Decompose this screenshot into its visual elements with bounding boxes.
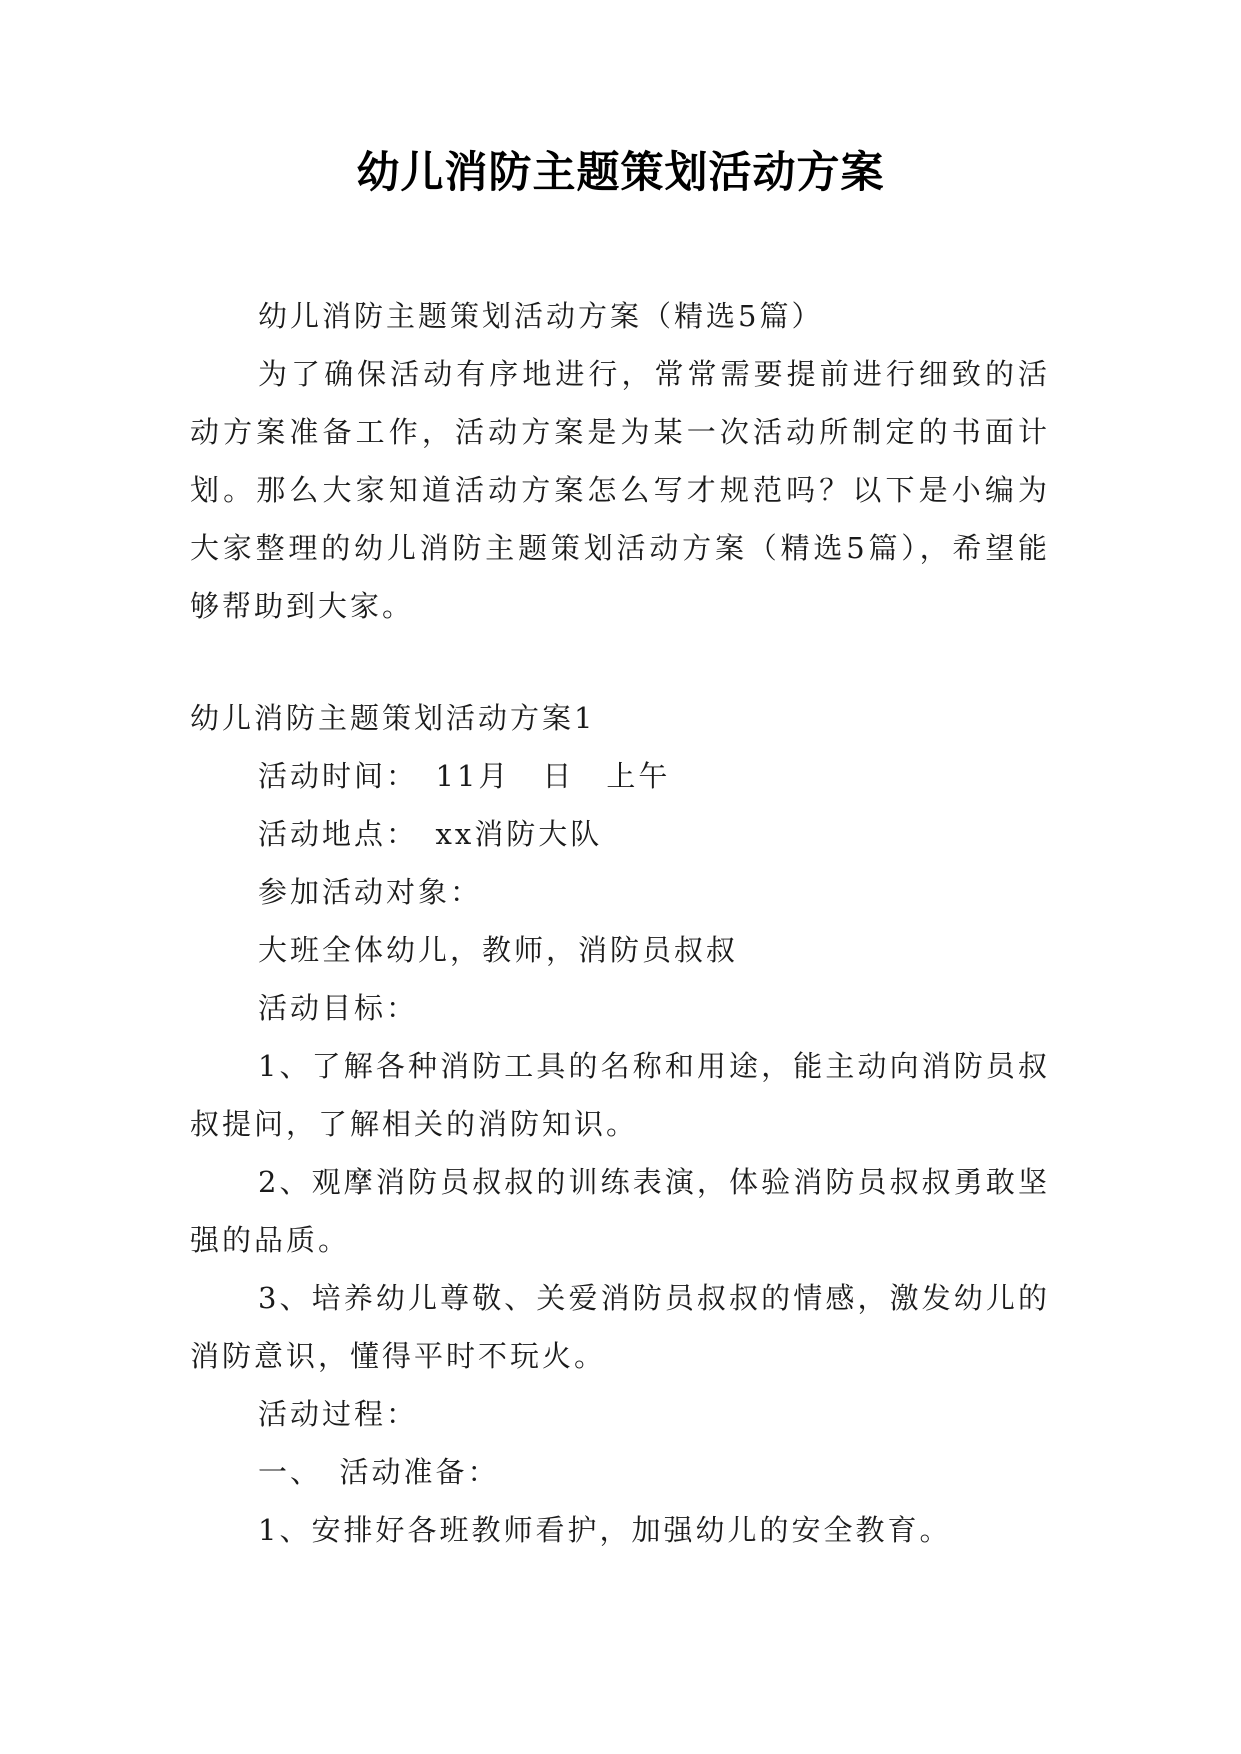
plan1-goals-label: 活动目标： bbox=[258, 991, 419, 1025]
plan1-heading: 幼儿消防主题策划活动方案1 bbox=[190, 701, 596, 735]
plan1-participants-label: 参加活动对象： bbox=[258, 875, 483, 909]
plan1-section bbox=[190, 689, 1050, 1559]
intro-section bbox=[190, 287, 1050, 635]
plan1-goal-3: 3、培养幼儿尊敬、关爱消防员叔叔的情感，激发幼儿的消防意识，懂得平时不玩火。 bbox=[190, 1281, 1050, 1373]
plan1-goal-2: 2、观摩消防员叔叔的训练表演，体验消防员叔叔勇敢坚强的品质。 bbox=[190, 1165, 1050, 1257]
plan1-step-1-item-1: 1、安排好各班教师看护，加强幼儿的安全教育。 bbox=[258, 1513, 952, 1547]
plan1-time: 活动时间： 11月 日 上午 bbox=[258, 759, 671, 793]
plan1-participants: 大班全体幼儿，教师，消防员叔叔 bbox=[258, 933, 739, 967]
intro-paragraph: 为了确保活动有序地进行，常常需要提前进行细致的活动方案准备工作，活动方案是为某一次活动所制定的书面计划。那么大家知道活动方案怎么写才规范吗？以下是小编为大家整理的幼儿消防主题策划活动方案（精选5篇），希望能够帮助到大家。 bbox=[190, 357, 1050, 623]
intro-subtitle: 幼儿消防主题策划活动方案（精选5篇） bbox=[258, 299, 824, 333]
document-title: 幼儿消防主题策划活动方案 bbox=[356, 148, 885, 198]
plan1-goal-1: 1、了解各种消防工具的名称和用途，能主动向消防员叔叔提问，了解相关的消防知识。 bbox=[190, 1049, 1050, 1141]
plan1-process-label: 活动过程： bbox=[258, 1397, 419, 1431]
plan1-place: 活动地点： xx消防大队 bbox=[258, 817, 603, 851]
plan1-step-1-heading: 一、 活动准备： bbox=[258, 1455, 500, 1489]
